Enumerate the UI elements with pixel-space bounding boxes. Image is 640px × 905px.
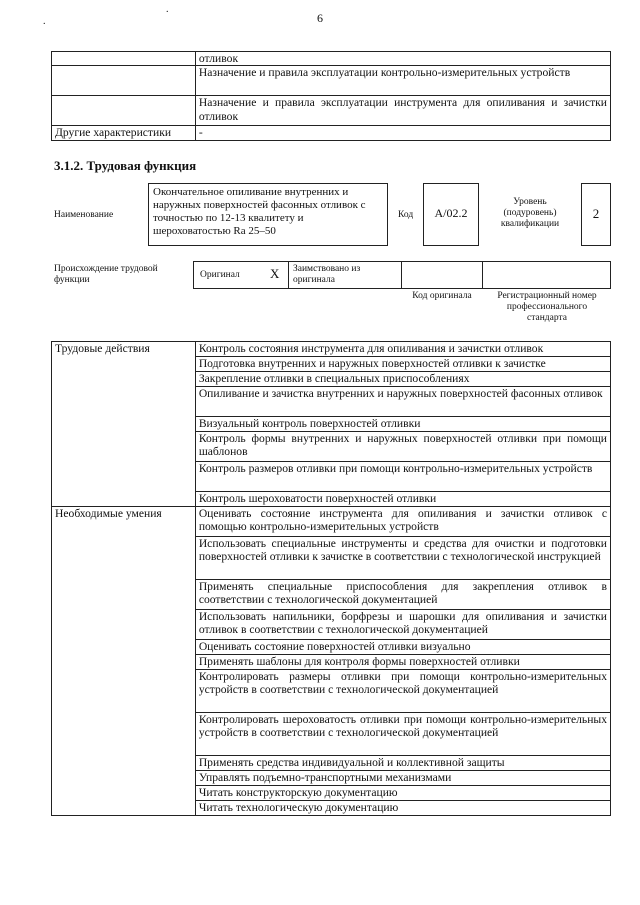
main-table	[51, 341, 611, 816]
table-row	[52, 507, 611, 537]
code-value: A/02.2	[423, 183, 479, 246]
row-item: Оценивать состояние инструмента для опиливания и зачистки отливок с помощью контрольно-измерительных устройств	[195, 507, 610, 537]
original-mark: X	[270, 266, 280, 281]
row-item: Читать технологическую документацию	[195, 801, 610, 816]
row-item: Читать конструкторскую документацию	[195, 786, 610, 801]
row-item: Опиливание и зачистка внутренних и наружных поверхностей фасонных отливок	[195, 387, 610, 417]
row-item: Управлять подъемно-транспортными механизмами	[195, 771, 610, 786]
row-item: Использовать напильники, борфрезы и шарошки для опиливания и зачистки отливок в соответствии с технологической документацией	[195, 610, 610, 640]
row-item: Назначение и правила эксплуатации инструмента для опиливания и зачистки отливок	[195, 96, 610, 126]
row-item: Контроль шероховатости поверхностей отливки	[195, 492, 610, 507]
original-label: Оригинал	[200, 270, 240, 280]
scan-mark: .	[43, 16, 46, 27]
row-item: Контролировать размеры отливки при помощи контрольно-измерительных устройств в соответствии с технологической документацией	[195, 670, 610, 713]
group-label: Необходимые умения	[52, 507, 196, 816]
row-item: Визуальный контроль поверхностей отливки	[195, 417, 610, 432]
row-label	[52, 96, 196, 126]
row-item: Закрепление отливки в специальных приспособлениях	[195, 372, 610, 387]
level-value: 2	[581, 183, 611, 246]
table-row	[52, 342, 611, 357]
table-row	[52, 66, 611, 96]
row-item: отливок	[195, 52, 610, 66]
function-name: Окончательное опиливание внутренних и наружных поверхностей фасонных отливок с точностью по 12-13 квалитету и шероховатостью Ra 25–50	[148, 183, 388, 246]
origin-label: Происхождение трудовой функции	[54, 264, 158, 285]
orig-code-caption: Код оригинала	[412, 291, 472, 301]
row-item: Контролировать шероховатость отливки при помощи контрольно-измерительных устройств в соответствии с технологической документацией	[195, 713, 610, 756]
group-label: Трудовые действия	[52, 342, 196, 507]
row-item: Контроль формы внутренних и наружных поверхностей отливки при помощи шаблонов	[195, 432, 610, 462]
row-item: Применять шаблоны для контроля формы поверхностей отливки	[195, 655, 610, 670]
row-label	[52, 66, 196, 96]
row-item: Назначение и правила эксплуатации контрольно-измерительных устройств	[195, 66, 610, 96]
orig-code-cell	[401, 261, 483, 289]
borrowed-cell: Заимствовано из оригинала	[288, 261, 402, 289]
reg-number-caption: Регистрационный номер профессионального стандарта	[497, 291, 597, 323]
row-item: Подготовка внутренних и наружных поверхностей отливки к зачистке	[195, 357, 610, 372]
reg-number-cell	[482, 261, 611, 289]
code-label: Код	[398, 210, 414, 220]
scan-mark: .	[166, 4, 169, 15]
row-item: Контроль состояния инструмента для опиливания и зачистки отливок	[195, 342, 610, 357]
row-item: Оценивать состояние поверхностей отливки визуально	[195, 640, 610, 655]
continuation-table	[51, 51, 611, 141]
page-number: 6	[317, 11, 323, 25]
table-row	[52, 52, 611, 66]
table-row	[52, 126, 611, 141]
row-item: Применять средства индивидуальной и коллективной защиты	[195, 756, 610, 771]
row-item: Использовать специальные инструменты и средства для очистки и подготовки поверхностей отливки к зачистке в соответствии с технологической инструкцией	[195, 537, 610, 580]
level-label: Уровень (подуровень) квалификации	[500, 197, 560, 229]
row-item: Применять специальные приспособления для закрепления отливок в соответствии с технологической документацией	[195, 580, 610, 610]
table-row	[52, 96, 611, 126]
row-label	[52, 52, 196, 66]
name-label: Наименование	[54, 210, 114, 220]
row-label: Другие характеристики	[52, 126, 196, 141]
row-item: -	[195, 126, 610, 141]
section-heading: 3.1.2. Трудовая функция	[54, 158, 197, 173]
row-item: Контроль размеров отливки при помощи контрольно-измерительных устройств	[195, 462, 610, 492]
